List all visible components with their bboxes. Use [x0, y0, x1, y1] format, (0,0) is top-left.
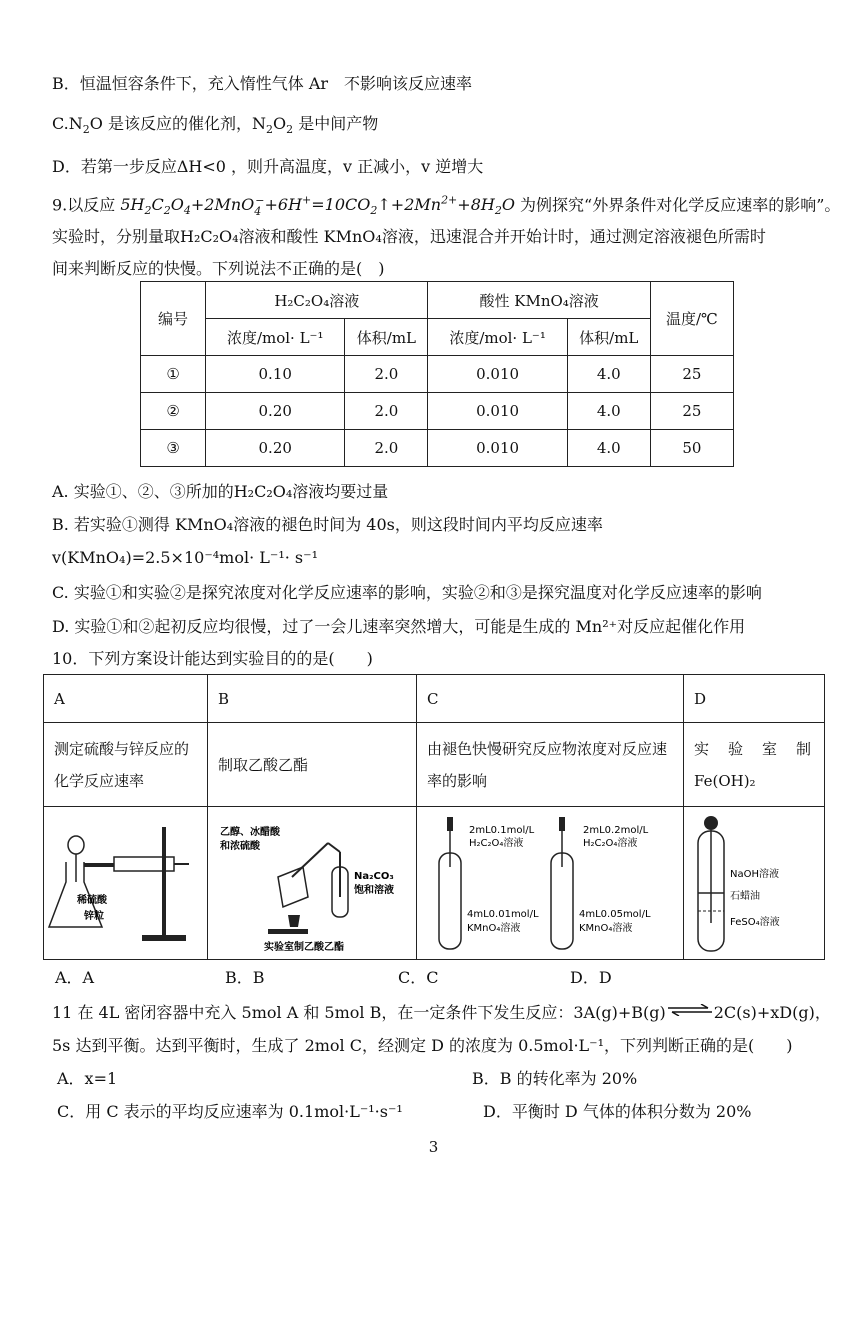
apparatus-d [684, 807, 825, 960]
label-tube1-top-a: 2mL0.1mol/L [469, 825, 535, 836]
goal-d: 实 验 室 制 Fe(OH)₂ [684, 723, 825, 807]
goal-b: 制取乙酸乙酯 [208, 723, 417, 807]
label-reagents-2: 和浓硫酸 [220, 841, 260, 852]
q11-option-b: B．B 的转化率为 20% [472, 1069, 638, 1088]
q11-option-c: C．用 C 表示的平均反应速率为 0.1mol·L⁻¹·s⁻¹ [57, 1102, 403, 1121]
label-tube2-bottom-b: KMnO₄溶液 [579, 923, 633, 934]
q8-option-b: B．恒温恒容条件下，充入惰性气体 Ar 不影响该反应速率 [52, 74, 473, 93]
cell-temp: 25 [650, 393, 733, 430]
label-dilute-sulfuric-acid: 稀硫酸 [77, 895, 107, 906]
table-row [141, 356, 734, 393]
q11-option-d: D．平衡时 D 气体的体积分数为 20% [483, 1102, 752, 1121]
equilibrium-arrow-icon [668, 1000, 712, 1012]
row-id: ① [141, 356, 206, 393]
q10-stem: 10．下列方案设计能达到实验目的的是( ) [52, 649, 373, 668]
cell-conc-2: 0.010 [428, 356, 567, 393]
cell-vol-1: 2.0 [345, 356, 428, 393]
header-oxalic-acid: H₂C₂O₄溶液 [206, 282, 428, 319]
label-tube1-bottom-b: KMnO₄溶液 [467, 923, 521, 934]
label-tube2-top-a: 2mL0.2mol/L [583, 825, 649, 836]
label-tube2-bottom-a: 4mL0.05mol/L [579, 909, 651, 920]
header-number: 编号 [141, 282, 206, 356]
header-conc-1: 浓度/mol· L⁻¹ [206, 319, 345, 356]
q9-option-b-line1: B. 若实验①测得 KMnO₄溶液的褪色时间为 40s，则这段时间内平均反应速率 [52, 515, 603, 534]
label-zinc: 锌粒 [84, 911, 104, 922]
row-id: ② [141, 393, 206, 430]
label-paraffin: 石蜡油 [730, 891, 760, 902]
cell-conc-1: 0.20 [206, 430, 345, 467]
q11-stem-line2: 5s 达到平衡。达到平衡时，生成了 2mol C，经测定 D 的浓度为 0.5mol·L⁻¹，下列判断正确的是( ) [52, 1036, 793, 1055]
header-vol-2: 体积/mL [567, 319, 650, 356]
cell-conc-1: 0.20 [206, 393, 345, 430]
goal-a: 测定硫酸与锌反应的化学反应速率 [44, 723, 208, 807]
test-tubes-diagram [417, 807, 683, 955]
header-temperature: 温度/℃ [650, 282, 733, 356]
q10-choice-c: C．C [398, 968, 439, 987]
cell-vol-2: 4.0 [567, 356, 650, 393]
label-na2co3: Na₂CO₃ [354, 871, 394, 882]
row-id: ③ [141, 430, 206, 467]
col-header-a: A [44, 675, 208, 723]
q9-data-table [140, 281, 734, 467]
flask-syringe-diagram [44, 807, 207, 955]
header-vol-1: 体积/mL [345, 319, 428, 356]
q8-option-d: D．若第一步反应ΔH<0 ，则升高温度，v 正减小，v 逆增大 [52, 157, 484, 176]
q10-choice-a: A．A [55, 968, 95, 987]
table-row [141, 430, 734, 467]
label-tube1-bottom-a: 4mL0.01mol/L [467, 909, 539, 920]
q9-stem-line1: 9.以反应 $5H_2C_2O_4+2MnO_4^-+6H^+=10CO_2↑+2Mn^{2+}+8H_2O$ 为例探究“外界条件对化学反应速率的影响”。 [52, 194, 841, 218]
q10-choice-d: D．D [570, 968, 612, 987]
label-naoh: NaOH溶液 [730, 869, 779, 880]
label-tube1-top-b: H₂C₂O₄溶液 [469, 838, 524, 849]
cell-conc-2: 0.010 [428, 393, 567, 430]
q10-options-table [43, 674, 825, 960]
cell-vol-1: 2.0 [345, 393, 428, 430]
q9-option-b-line2: v(KMnO₄)=2.5×10⁻⁴mol· L⁻¹· s⁻¹ [52, 548, 318, 567]
table-row [141, 393, 734, 430]
q9-option-d: D. 实验①和②起初反应均很慢，过了一会儿速率突然增大，可能是生成的 Mn²⁺对反应起催化作用 [52, 617, 746, 636]
q8-option-c: $C.N_2O$ 是该反应的催化剂，$N_2O_2$ 是中间产物 [52, 114, 379, 137]
apparatus-c [417, 807, 684, 960]
q9-option-c: C. 实验①和实验②是探究浓度对化学反应速率的影响，实验②和③是探究温度对化学反应速率的影响 [52, 583, 762, 602]
feoh2-tube-diagram [684, 807, 824, 955]
cell-vol-2: 4.0 [567, 393, 650, 430]
q9-stem-line3: 间来判断反应的快慢。下列说法不正确的是( ) [52, 259, 385, 278]
ester-setup-diagram [208, 807, 416, 955]
label-reagents-1: 乙醇、冰醋酸 [220, 827, 280, 838]
q9-option-a: A. 实验①、②、③所加的H₂C₂O₄溶液均要过量 [52, 482, 389, 501]
apparatus-b [208, 807, 417, 960]
q10-choice-b: B．B [225, 968, 265, 987]
label-saturated: 饱和溶液 [354, 885, 394, 896]
col-header-c: C [417, 675, 684, 723]
cell-conc-2: 0.010 [428, 430, 567, 467]
apparatus-a [44, 807, 208, 960]
header-kmno4: 酸性 KMnO₄溶液 [428, 282, 650, 319]
q9-stem-line2: 实验时，分别量取H₂C₂O₄溶液和酸性 KMnO₄溶液，迅速混合并开始计时，通过测定溶液褪色所需时 [52, 227, 766, 246]
label-tube2-top-b: H₂C₂O₄溶液 [583, 838, 638, 849]
q11-option-a: A．x=1 [57, 1069, 118, 1088]
col-header-b: B [208, 675, 417, 723]
label-feso4: FeSO₄溶液 [730, 917, 780, 928]
col-header-d: D [684, 675, 825, 723]
cell-conc-1: 0.10 [206, 356, 345, 393]
cell-temp: 25 [650, 356, 733, 393]
cell-vol-2: 4.0 [567, 430, 650, 467]
goal-c: 由褪色快慢研究反应物浓度对反应速率的影响 [417, 723, 684, 807]
q11-stem-line1: 11 在 4L 密闭容器中充入 5mol A 和 5mol B，在一定条件下发生反应：3A(g)+B(g) 2C(s)+xD(g)， [52, 1002, 831, 1024]
cell-vol-1: 2.0 [345, 430, 428, 467]
caption-ester: 实验室制乙酸乙酯 [264, 942, 344, 953]
header-conc-2: 浓度/mol· L⁻¹ [428, 319, 567, 356]
page-number: 3 [428, 1138, 439, 1156]
cell-temp: 50 [650, 430, 733, 467]
